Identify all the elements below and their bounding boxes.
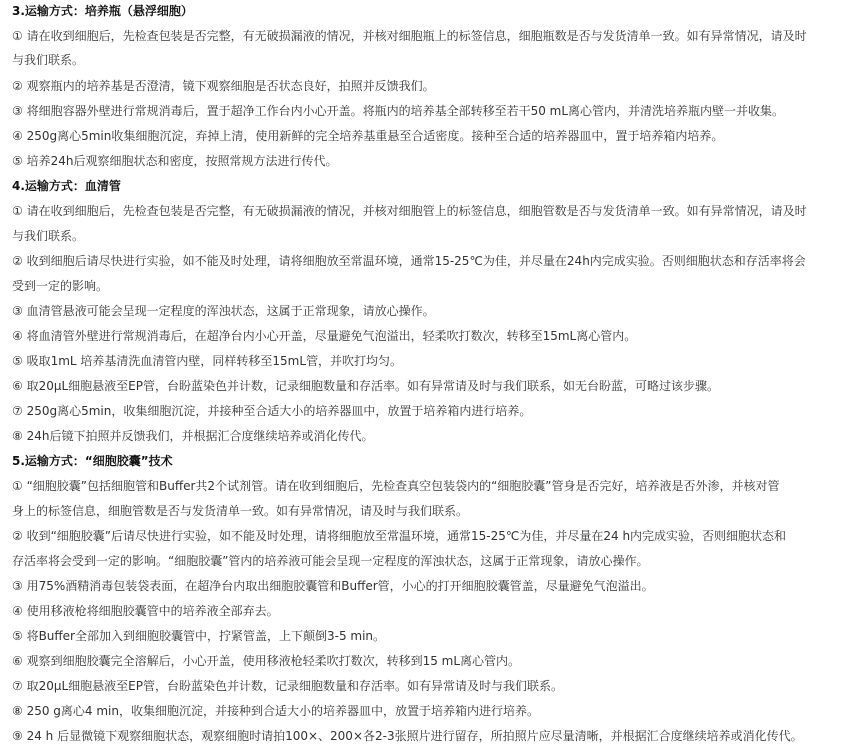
paragraph-line: ⑤ 培养24h后观察细胞状态和密度，按照常规方法进行传代。 — [12, 154, 338, 168]
paragraph-line: ⑦ 250g离心5min，收集细胞沉淀，并接种至合适大小的培养器皿中，放置于培养箱内进行培养。 — [12, 404, 532, 418]
paragraph-line: ② 观察瓶内的培养基是否澄清，镜下观察细胞是否状态良好，拍照并反馈我们。 — [12, 79, 435, 93]
paragraph-line: ④ 使用移液枪将细胞胶囊管中的培养液全部弃去。 — [12, 604, 279, 618]
paragraph-line: ⑧ 24h后镜下拍照并反馈我们，并根据汇合度继续培养或消化传代。 — [12, 429, 374, 443]
paragraph-line: ④ 将血清管外壁进行常规消毒后，在超净台内小心开盖，尽量避免气泡溢出，轻柔吹打数次，转移至15mL离心管内。 — [12, 329, 637, 343]
paragraph-line: ⑤ 吸取1mL 培养基清洗血清管内壁，同样转移至15mL管，并吹打均匀。 — [12, 354, 403, 368]
section-title: 4.运输方式：血清管 — [12, 179, 121, 193]
paragraph-line: 与我们联系。 — [12, 229, 85, 243]
paragraph-line: ⑨ 24 h 后显微镜下观察细胞状态，观察细胞时请拍100×、200×各2-3张照片进行留存，所拍照片应尽量清晰，并根据汇合度继续培养或消化传代。 — [12, 729, 803, 743]
paragraph-line: ⑥ 观察到细胞胶囊完全溶解后，小心开盖，使用移液枪轻柔吹打数次，转移到15 mL离心管内。 — [12, 654, 521, 668]
paragraph-line: ② 收到“细胞胶囊”后请尽快进行实验，如不能及时处理，请将细胞放至常温环境，通常15-25℃为佳，并尽量在24 h内完成实验，否则细胞状态和 — [12, 529, 787, 543]
paragraph-line: ⑤ 将Buffer全部加入到细胞胶囊管中，拧紧管盖，上下颠倒3-5 min。 — [12, 629, 386, 643]
paragraph-line: ③ 将细胞容器外壁进行常规消毒后，置于超净工作台内小心开盖。将瓶内的培养基全部转移至若干50 mL离心管内，并清洗培养瓶内壁一并收集。 — [12, 104, 785, 118]
paragraph-line: 存活率将会受到一定的影响。“细胞胶囊”管内的培养液可能会呈现一定程度的浑浊状态，这属于正常现象，请放心操作。 — [12, 554, 649, 568]
paragraph-line: ③ 用75%酒精消毒包装袋表面，在超净台内取出细胞胶囊管和Buffer管，小心的打开细胞胶囊管盖，尽量避免气泡溢出。 — [12, 579, 654, 593]
paragraph-line: ① 请在收到细胞后，先检查包装是否完整，有无破损漏液的情况，并核对细胞管上的标签信息，细胞管数是否与发货清单一致。如有异常情况，请及时 — [12, 204, 807, 218]
paragraph-line: 身上的标签信息，细胞管数是否与发货清单一致。如有异常情况，请及时与我们联系。 — [12, 504, 469, 518]
paragraph-line: ③ 血清管悬液可能会呈现一定程度的浑浊状态，这属于正常现象，请放心操作。 — [12, 304, 435, 318]
paragraph-line: ⑦ 取20μL细胞悬液至EP管，台盼蓝染色并计数，记录细胞数量和存活率。如有异常请及时与我们联系。 — [12, 679, 563, 693]
paragraph-line: ② 收到细胞后请尽快进行实验，如不能及时处理，请将细胞放至常温环境，通常15-25℃为佳，并尽量在24h内完成实验。否则细胞状态和存活率将会 — [12, 254, 806, 268]
paragraph-line: ④ 250g离心5min收集细胞沉淀，弃掉上清，使用新鲜的完全培养基重悬至合适密度。接种至合适的培养器皿中，置于培养箱内培养。 — [12, 129, 724, 143]
paragraph-line: 受到一定的影响。 — [12, 279, 109, 293]
section-title: 3.运输方式：培养瓶（悬浮细胞） — [12, 4, 193, 18]
paragraph-line: ① 请在收到细胞后，先检查包装是否完整，有无破损漏液的情况，并核对细胞瓶上的标签信息，细胞瓶数是否与发货清单一致。如有异常情况，请及时 — [12, 29, 807, 43]
section-title: 5.运输方式：“细胞胶囊”技术 — [12, 454, 173, 468]
paragraph-line: ⑥ 取20μL细胞悬液至EP管，台盼蓝染色并计数，记录细胞数量和存活率。如有异常请及时与我们联系，如无台盼蓝，可略过该步骤。 — [12, 379, 719, 393]
paragraph-line: ① “细胞胶囊”包括细胞管和Buffer共2个试剂管。请在收到细胞后，先检查真空包装袋内的“细胞胶囊”管身是否完好，培养液是否外渗，并核对管 — [12, 479, 780, 493]
paragraph-line: 与我们联系。 — [12, 53, 85, 67]
paragraph-line: ⑧ 250 g离心4 min，收集细胞沉淀，并接种到合适大小的培养器皿中，放置于培养箱内进行培养。 — [12, 704, 539, 718]
